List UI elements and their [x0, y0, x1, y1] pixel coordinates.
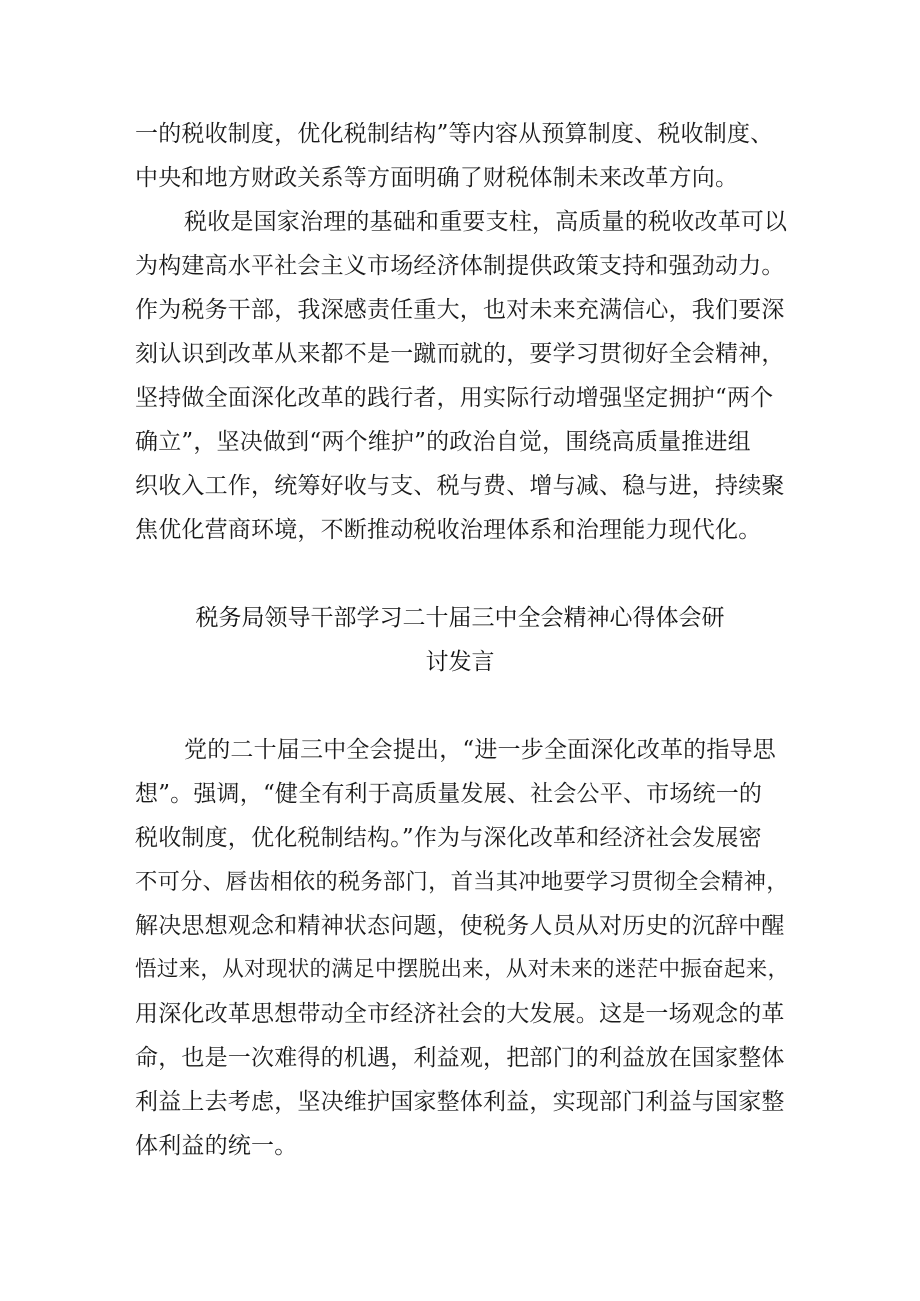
- paragraph-1-line-2: 中央和地方财政关系等方面明确了财税体制未来改革方向。: [135, 165, 739, 191]
- paragraph-3-line-10: 体利益的统一。: [135, 1133, 298, 1159]
- paragraph-2-line-6: 确立”，坚决做到“两个维护”的政治自觉，围绕高质量推进组: [135, 429, 751, 455]
- paragraph-2-line-7: 织收入工作，统筹好收与支、税与费、增与减、稳与进，持续聚: [135, 473, 785, 499]
- paragraph-2-line-3: 作为税务干部，我深感责任重大，也对未来充满信心，我们要深: [135, 297, 785, 323]
- paragraph-2-line-8: 焦优化营商环境，不断推动税收治理体系和治理能力现代化。: [135, 517, 762, 543]
- paragraph-3-line-5: 解决思想观念和精神状态问题，使税务人员从对历史的沉辞中醒: [135, 913, 785, 939]
- section-heading-line-1: 税务局领导干部学习二十届三中全会精神心得体会研: [195, 605, 725, 631]
- paragraph-3-line-9: 利益上去考虑，坚决维护国家整体利益，实现部门利益与国家整: [135, 1089, 785, 1115]
- paragraph-3-line-3: 税收制度，优化税制结构。”作为与深化改革和经济社会发展密: [135, 825, 762, 851]
- paragraph-2-line-4: 刻认识到改革从来都不是一蹴而就的，要学习贯彻好全会精神，: [135, 341, 785, 367]
- paragraph-3-line-8: 命，也是一次难得的机遇，利益观，把部门的利益放在国家整体: [135, 1045, 785, 1071]
- paragraph-3-line-2: 想”。强调，“健全有利于高质量发展、社会公平、市场统一的: [135, 781, 763, 807]
- section-heading-line-2: 讨发言: [425, 649, 495, 675]
- paragraph-3-line-4: 不可分、唇齿相依的税务部门，首当其冲地要学习贯彻全会精神，: [135, 869, 789, 895]
- paragraph-3-line-6: 悟过来，从对现状的满足中摆脱出来，从对未来的迷茫中振奋起来，: [135, 957, 790, 982]
- paragraph-1-line-1: 一的税收制度，优化税制结构”等内容从预算制度、税收制度、: [135, 121, 774, 147]
- paragraph-2-line-1: 税收是国家治理的基础和重要支柱，高质量的税收改革可以: [184, 209, 788, 235]
- paragraph-2-line-5: 坚持做全面深化改革的践行者，用实际行动增强坚定拥护“两个: [135, 385, 774, 411]
- paragraph-2-line-2: 为构建高水平社会主义市场经济体制提供政策支持和强劲动力。: [135, 253, 785, 279]
- paragraph-3-line-1: 党的二十届三中全会提出，“进一步全面深化改革的指导思: [184, 737, 776, 763]
- paragraph-3-line-7: 用深化改革思想带动全市经济社会的大发展。这是一场观念的革: [135, 1001, 785, 1027]
